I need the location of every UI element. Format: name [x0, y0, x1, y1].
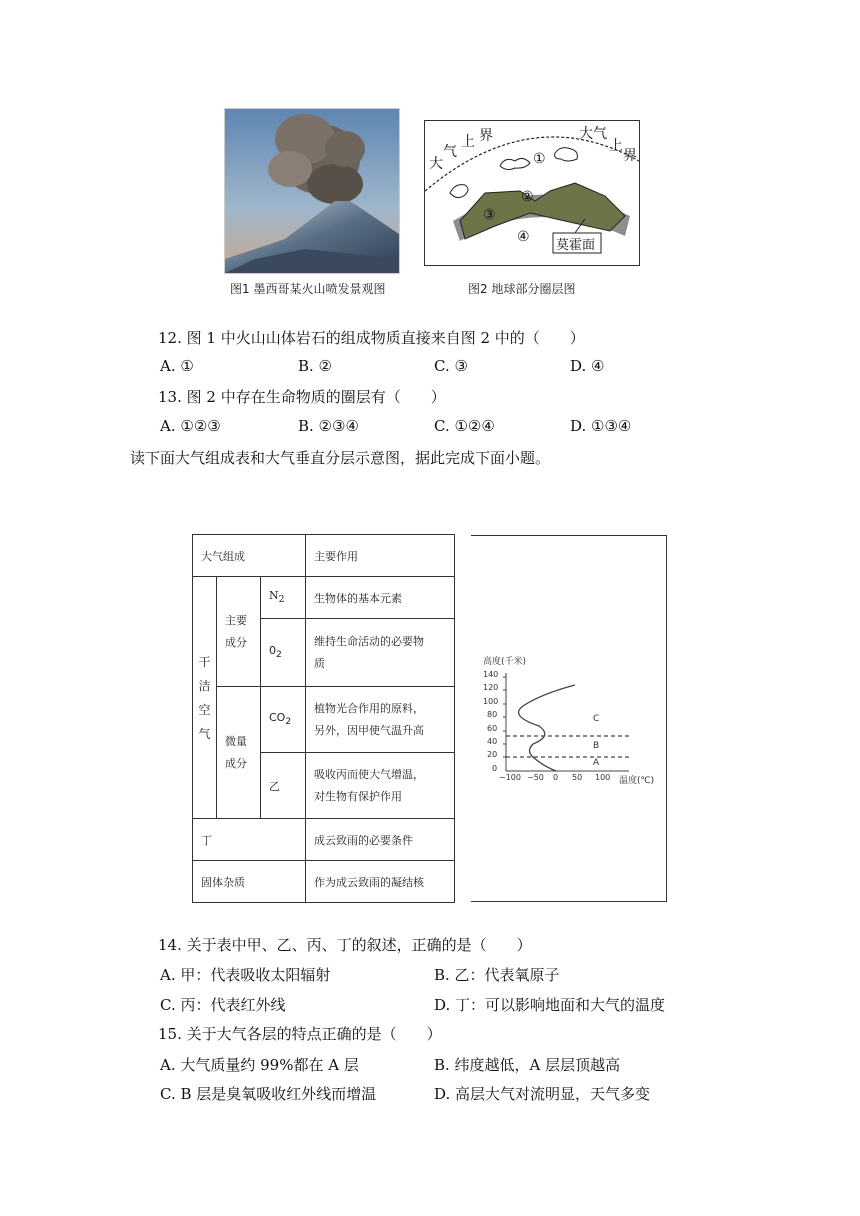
xtick-0: 0	[553, 773, 559, 782]
q15-option-d[interactable]: D. 高层大气对流明显，天气多变	[434, 1085, 651, 1103]
layer-1-label: ①	[533, 151, 546, 167]
graph-xlabel: 温度(℃)	[619, 776, 655, 786]
n2-cell: $N_2$	[261, 577, 306, 619]
co2-role: 植物光合作用的原料， 另外，因甲使气温升高	[306, 687, 455, 753]
yi-role: 吸收丙而使大气增温， 对生物有保护作用	[306, 753, 455, 819]
fig1-caption: 图1 墨西哥某火山喷发景观图	[230, 282, 386, 296]
q12-option-d[interactable]: D. ④	[570, 357, 605, 375]
q12-stem: 12. 图 1 中火山山体岩石的组成物质直接来自图 2 中的（ ）	[158, 329, 585, 347]
major-components-label: 主要 成分	[217, 577, 261, 687]
q14-option-a[interactable]: A. 甲：代表吸收太阳辐射	[160, 966, 331, 984]
q15-option-c[interactable]: C. B 层是臭氧吸收红外线而增温	[160, 1085, 377, 1103]
layer-2-label: ②	[521, 189, 534, 205]
graph-plot	[471, 536, 667, 903]
xtick-50: 50	[572, 773, 583, 782]
dry-air-label: 干 洁 空 气	[193, 577, 217, 819]
q13-option-d[interactable]: D. ①③④	[570, 417, 632, 435]
moho-label: 莫霍面	[556, 238, 596, 253]
q12-option-a[interactable]: A. ①	[160, 357, 194, 375]
solid-impurities-role: 作为成云致雨的凝结核	[306, 861, 455, 903]
layer-b-label: B	[593, 741, 600, 751]
q14-option-d[interactable]: D. 丁：可以影响地面和大气的温度	[434, 996, 666, 1014]
q14-option-b[interactable]: B. 乙：代表氧原子	[434, 966, 560, 984]
xtick-neg100: −100	[499, 773, 521, 782]
q14-stem: 14. 关于表中甲、乙、丙、丁的叙述，正确的是（ ）	[158, 936, 532, 954]
q13-option-c[interactable]: C. ①②④	[434, 417, 495, 435]
earth-layers-diagram: 大 气 上 界 大 气 上 界 ① ② ③ ④ 莫霍面	[424, 120, 640, 266]
ytick-140: 140	[483, 670, 499, 679]
q13-stem: 13. 图 2 中存在生命物质的圈层有（ ）	[158, 388, 446, 406]
ytick-80: 80	[487, 710, 498, 719]
o2-cell: $0_2$	[261, 619, 306, 687]
ytick-60: 60	[487, 724, 498, 733]
q14-option-c[interactable]: C. 丙：代表红外线	[160, 996, 286, 1014]
graph-ylabel: 高度(千米)	[483, 657, 527, 667]
layer-a-label: A	[593, 758, 600, 768]
ytick-120: 120	[483, 683, 499, 692]
ytick-0: 0	[492, 764, 498, 773]
minor-components-label: 微量 成分	[217, 687, 261, 819]
ding-role: 成云致雨的必要条件	[306, 819, 455, 861]
q15-option-b[interactable]: B. 纬度越低，A 层层顶越高	[434, 1056, 621, 1074]
solid-impurities-cell: 固体杂质	[193, 861, 306, 903]
xtick-100: 100	[595, 773, 611, 782]
q15-stem: 15. 关于大气各层的特点正确的是（ ）	[158, 1025, 442, 1043]
layer-3-label: ③	[483, 207, 496, 223]
header-composition: 大气组成	[193, 535, 306, 577]
q12-option-c[interactable]: C. ③	[434, 357, 468, 375]
intro-text: 读下面大气组成表和大气垂直分层示意图，据此完成下面小题。	[130, 449, 551, 467]
fig2-caption: 图2 地球部分圈层图	[468, 282, 576, 296]
layer-4-label: ④	[517, 229, 530, 245]
yi-cell: 乙	[261, 753, 306, 819]
n2-role: 生物体的基本元素	[306, 577, 455, 619]
co2-cell: $CO_2$	[261, 687, 306, 753]
ytick-20: 20	[487, 750, 498, 759]
ytick-100: 100	[483, 697, 499, 706]
vertical-layers-graph	[471, 535, 667, 902]
q13-option-b[interactable]: B. ②③④	[298, 417, 359, 435]
ytick-40: 40	[487, 737, 498, 746]
ding-cell: 丁	[193, 819, 306, 861]
layer-c-label: C	[593, 714, 600, 724]
volcano-photo	[224, 108, 400, 274]
temperature-curve	[519, 685, 575, 771]
q15-option-a[interactable]: A. 大气质量约 99%都在 A 层	[160, 1056, 359, 1074]
atmosphere-table	[192, 534, 455, 903]
q12-option-b[interactable]: B. ②	[298, 357, 333, 375]
header-role: 主要作用	[306, 535, 455, 577]
xtick-neg50: −50	[527, 773, 544, 782]
o2-role: 维持生命活动的必要物 质	[306, 619, 455, 687]
q13-option-a[interactable]: A. ①②③	[160, 417, 221, 435]
